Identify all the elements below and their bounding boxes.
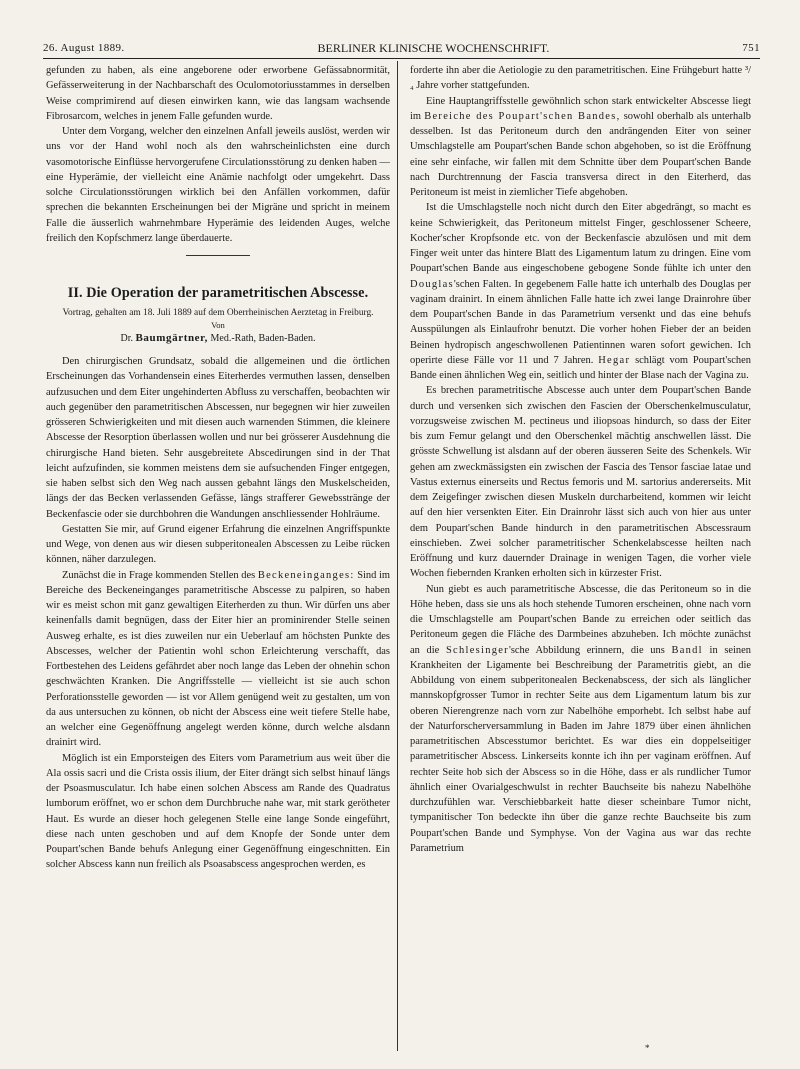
section-separator bbox=[186, 255, 250, 256]
left-paragraph-3: Den chirurgischen Grundsatz, sobald die allgemeinen und die örtlichen Erscheinungen das Vorhandensein eines Eiterherdes vermuthen lassen, denselben aufzusuchen und dem Eiter ungehinderten Abfluss zu verschaffen, beobachten wir auch gegenüber den parametritischen Abscessen, nur begegnen wir hier zuweilen grösseren Schwierigkeiten und mit diesen auch warnenden Stimmen, die kleinere Abscesse der Resorption überlassen wollen und nur bei grösserer Ausdehnung die chirurgische Hand bieten. Sehr ausgebreitete Abscedirungen sind in der That leicht aufzufinden, sie kommen meistens dem sie aufsuchenden Finger entgegen, sie haben selbst sich den Weg nach aussen gebahnt längs den Muskelscheiden, längs der das Becken verlassenden Gefässe, längs strafferer Gewebsstränge der Beckenfascie oder sie durchbohren die Wandungen anschliessender Hohlräume. bbox=[46, 356, 390, 520]
author-von: Von bbox=[211, 320, 225, 330]
right-p3-part-c: schlägt vom Poupart'schen Bande einen ähnlichen Weg ein, seitlich und hinter der Blase nach der Vagina zu. bbox=[410, 354, 751, 381]
left-paragraph-2: Unter dem Vorgang, welcher den einzelnen Anfall jeweils auslöst, werden wir uns vor der Hand wohl noch als den wahrscheinlichsten eine durch vasomotorische Einflüsse hervorgerufene Circulationsstörung zu denken haben — eine Hyperämie, der vielleicht eine Anämie nachfolgt oder umgekehrt. Dass solche Circulationsstörungen wirklich bei den Anfällen vorkommen, dafür sprechen die bekannten Erscheinungen bei der Migräne und spricht in meinem Falle die äusserlich wahrnehmbare Hyperämie des leidenden Auges, welche freilich den Kopfschmerz lange überdauerte. bbox=[46, 126, 390, 244]
header-rule bbox=[43, 58, 760, 59]
left-paragraph-4: Gestatten Sie mir, auf Grund eigener Erfahrung die einzelnen Angriffspunkte und Wege, von denen aus wir diesen subperitonealen Abscessen zu Leibe rücken können, näher darzulegen. bbox=[46, 523, 390, 566]
right-p5-part-a: Nun giebt es auch parametritische Abscesse, die das Peritoneum so in die Höhe heben, dass sie uns als hoch stehende Tumoren erscheinen, ohne nach vorn die Umschlagstelle am Poupart'schen Bande zu erreichen oder seitlich das Peritoneum gegen die Fläche des Darmbeines abzuheben. Ich möchte zunächst an die bbox=[410, 583, 751, 656]
left-p5-part-b: Sind im Bereiche des Beckeneinganges parametritische Abscesse zu palpiren, so haben wir es meist schon mit ganz gewaltigen Eiterherden zu thun. Wir dürfen uns aber keinenfalls damit begnügen, dass der Eiter hier an prominirender Stelle seinen Ausweg erhalte, es ist dies zuweilen nur ein Ueberlauf am höchsten Punkte des Abscesses, welcher der Patientin wohl schon Erleichterung verschafft, das Fortbestehen des Leidens gefährdet aber noch lange das Leben der ohnehin schon geschwächten Kranken. Die Angriffsstelle — vielleicht ist sie auch schon Perforationsstelle geworden — ist vor Allem genügend weit zu gestalten, um von da aus untersuchen zu können, ob nicht der Abscess eine weit tiefere Stelle habe, an welcher eine Gegenöffnung angelegt werden könne, durch welche alsdann drainirt wird. bbox=[46, 569, 390, 749]
lecture-note: Vortrag, gehalten am 18. Juli 1889 auf dem Oberrheinischen Aerztetag in Freiburg. bbox=[62, 308, 374, 318]
right-p3-part-a: Ist die Umschlagstelle noch nicht durch den Eiter abgedrängt, so macht es keine Schwierigkeit, das Peritoneum mittelst Finger, geschlossener Scheere, Kocher'scher Kropfsonde etc. von der Beckenfascie abzulösen und mit dem Finger weit unter das hintere Blatt des Ligamentum latum zu dringen. Eine vom Poupart'schen Bande aus eingeschobene gebogene Sonde fühlte ich unter den bbox=[410, 202, 751, 275]
left-paragraph-1: gefunden zu haben, als eine angeborene oder erworbene Gefässabnormität, Gefässerweiterung in der Nachbarschaft des Oculomotoriusstammes in derselben Weise comprimirend auf diesen einwirken kann, wie das langsam wachsende Fibrosarcom, welches in jenem Falle gefunden wurde. bbox=[46, 65, 390, 122]
right-p2-part-a: Eine Hauptangriffsstelle gewöhnlich schon stark entwickelter Abscesse liegt im bbox=[410, 95, 751, 122]
running-header bbox=[43, 38, 760, 58]
right-paragraph-2 bbox=[410, 94, 751, 201]
right-paragraph-4: Es brechen parametritische Abscesse auch unter dem Poupart'schen Bande durch und versenken sich zwischen den Fascien der Oberschenkelmusculatur, vorzugsweise zwischen M. pectineus und iliopsoas hindurch, so dass der Eiter bis zum Femur gelangt und den Oberschenkel mächtig anschwellen lässt. Die grösste Schwellung ist alsdann auf der oberen äusseren Seite des Schenkels. Wir gehen am zweckmässigsten ein zwischen der Fascia des Tensor fasciae latae und Vastus externus einerseits und Rectus femoris und M. sartorius andererseits. Mit dem Zeigefinger zwischen diesen Muskeln durcharbeitend, kommen wir leicht auf den hier versenkten Eiter. Ein Drainrohr lässt sich auch von hier aus unter dem Poupart'schen Bande hindurch in den parametritischen Abscessraum einschieben. Zwei solcher parametritischer Schenkelabscesse heilten nach Eröffnung und kurz dauernder Drainage in wenigen Tagen, die vorher viele Wochen fiebernden Kranken erholten sich in kürzester Frist. bbox=[410, 385, 751, 580]
footer-mark: * bbox=[645, 1043, 650, 1053]
header-page-number: 751 bbox=[742, 42, 760, 54]
left-paragraph-6: Möglich ist ein Emporsteigen des Eiters vom Parametrium aus weit über die Ala ossis sacri und die Crista ossis ilium, der Eiter drängt sich selbst hinauf längs der Psoasmusculatur. Ich habe einen solchen Abscess am Rande des Quadratus lumborum eröffnet, wo er schon dem Durchbruche nahe war, mit stark gerötheter Haut. Es wurde an dieser hoch gelegenen Stelle eine lange Sonde eingeführt, diese nach unten geschoben und auf dem Knopfe der Sonde unter dem Poupart'schen Bande behufs Anlegung einer Gegenöffnung eingeschnitten. Ein solcher Abscess kann nun freilich als Psoasabscess angesprochen werden, es bbox=[46, 752, 390, 871]
left-paragraph-5 bbox=[46, 568, 390, 751]
left-p5-part-a: Zunächst die in Frage kommenden Stellen des bbox=[62, 569, 256, 581]
right-paragraph-1: forderte ihn aber die Aetiologie zu den parametritischen. Eine Frühgeburt hatte ³/₄ Jahre vorher stattgefunden. bbox=[410, 65, 751, 92]
right-p3-spaced-douglas: Douglas bbox=[410, 278, 454, 290]
section-title: II. Die Operation der parametritischen Abscesse. bbox=[67, 285, 369, 301]
right-p5-part-b: 'sche Abbildung erinnern, die uns bbox=[508, 644, 665, 656]
header-date: 26. August 1889. bbox=[43, 42, 125, 54]
right-p2-spaced-term: Bereiche des Poupart'schen Bandes, bbox=[424, 110, 621, 122]
header-journal-title: BERLINER KLINISCHE WOCHENSCHRIFT. bbox=[317, 40, 550, 55]
left-p5-spaced-term: Beckeneinganges: bbox=[257, 569, 355, 581]
author-prefix: Dr. bbox=[120, 333, 133, 344]
right-p3-part-b: 'schen Falten. In gegebenem Falle hatte ich unterhalb des Douglas per vaginam drainirt. In einem ähnlichen Falle hatte ich zwei lange Drainrohre über dem Poupart'schen Bande in das Parametrium versenkt und das eine behufs Ausspülungen als Einlaufrohr benutzt. Die vorher hohen Fieber der an beiden Beinen hydropisch angeschwollenen Patientinnen waren sofort gewichen. Ich operirte diese Fälle vor 11 und 7 Jahren. bbox=[410, 278, 751, 366]
right-p5-part-c: in seinen Krankheiten der Ligamente bei Beschreibung der Parametritis giebt, an die Abbildung von einem subperitonealen Beckenabscess, der sich als länglicher mannskopfgrosser Tumor in rechter Seite aus dem Ligamentum latum bis zur oberen Nierengrenze nach vorn zur Nabelhöhe emporhebt. Ich selbst habe auf der Naturforscherversammlung in Baden im Jahre 1879 über einen ähnlichen parametritischen Abscesstumor berichtet. Es war dies ein doppelseitiger parametritischer Abscess. Linkerseits konnte ich ihn per vaginam eröffnen. Auf rechter Seite hob sich der Abscess so in die Höhe, dass er als rundlicher Tumor ähnlich einer Ovarialgeschwulst in rechter Bauchseite bis nahezu Nabelhöhe durchzufühlen war. Verschiebbarkeit hatte dieser scheinbare Tumor nicht, tympanitischer Ton bedeckte ihn über die ganze rechte Bauchseite bis zum Poupart'schen Bande und Symphyse. Von der Vagina aus war das rechte Parametrium bbox=[410, 644, 751, 854]
right-p2-part-b: sowohl oberhalb als unterhalb desselben. Ist das Peritoneum durch den andrängenden Eiter von seiner Umschlagstelle am Poupart'schen Bande schon abgehoben, so ist die Eröffnung eine sehr einfache, wir fallen mit dem Schnitte über dem Poupart'schen Bande nach Durchtrennung der Fascia transversa direct in den Eiterherd, das Peritoneum ist meist in ziemlicher Tiefe abgehoben. bbox=[410, 110, 751, 198]
author-affiliation: Med.-Rath, Baden-Baden. bbox=[210, 333, 316, 344]
author-line bbox=[46, 331, 390, 346]
right-column bbox=[410, 63, 751, 856]
right-p5-spaced-schlesinger: Schlesinger bbox=[445, 644, 509, 656]
column-divider bbox=[397, 61, 398, 1051]
left-column bbox=[46, 63, 390, 873]
author-name: Baumgärtner, bbox=[135, 332, 208, 344]
right-p5-spaced-bandl: Bandl bbox=[671, 644, 703, 656]
right-paragraph-3 bbox=[410, 200, 751, 383]
right-p3-spaced-hegar: Hegar bbox=[598, 354, 631, 366]
right-paragraph-5 bbox=[410, 582, 751, 857]
